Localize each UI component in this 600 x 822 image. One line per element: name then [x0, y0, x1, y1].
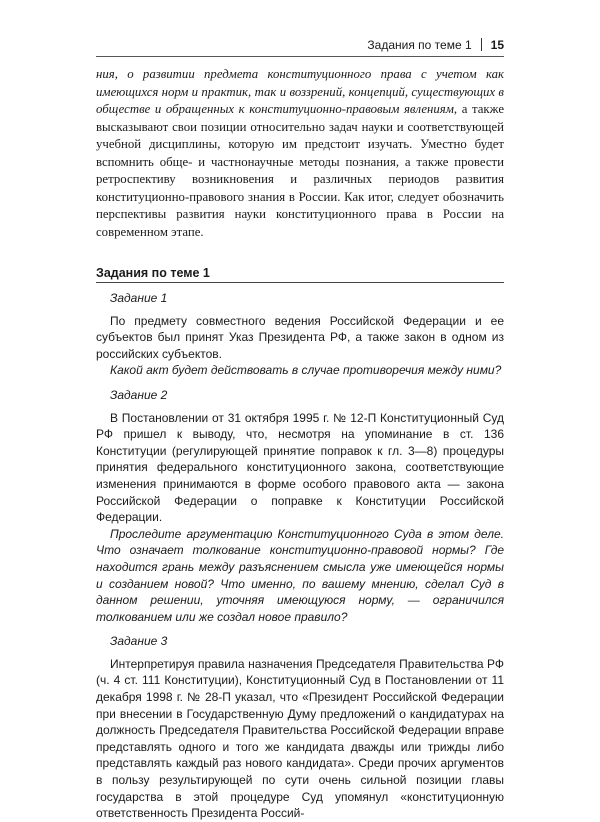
task-title: Задание 3 [110, 634, 168, 649]
task-3 [96, 633, 504, 822]
task-body: В Постановлении от 31 октября 1995 г. № 12-П Конституционный Суд РФ пришел к выводу, что, несмотря на упоминание в ст. 136 Конституции (регулирующей принятие поправок к гл. 3—8) процедуры принятия федерального конституционного закона, соответствующие изменения принимаются в форме особого правового акта — закона Российской Федерации о поправке к Конституции Российской Федерации. [96, 410, 504, 525]
page-number: 15 [490, 38, 504, 52]
intro-regular-text: , а также высказывают свои позиции относительно задач науки и соответствующей учебной дисциплины, которую им предстоит изучать. Уместно будет вспомнить обще- и частнонаучные методы познания, а также провести ретроспективу возникновения и различных периодов развития конституционно-правового знания в России. Как итог, следует обозначить перспективы развития науки конституционного права в России на современном этапе. [96, 102, 505, 239]
section-heading: Задания по теме 1 [96, 266, 504, 283]
running-head-separator [481, 38, 482, 51]
task-title: Задание 2 [110, 387, 168, 402]
task-body: По предмету совместного ведения Российской Федерации и ее субъектов был принят Указ Президента РФ, а также закон в одном из российских субъектов. [96, 313, 504, 361]
task-1 [96, 290, 504, 379]
task-2 [96, 387, 504, 625]
task-question: Какой акт будет действовать в случае противоречия между ними? [110, 363, 502, 378]
running-head [96, 38, 504, 57]
task-body: Интерпретируя правила назначения Председателя Правительства РФ (ч. 4 ст. 111 Конституции), Конституционный Суд в Постановлении от 11 декабря 1998 г. № 28-П указал, что «Президент Российской Федерации при внесении в Государственную Думу предложений о кандидатурах на должность Председателя Правительства Российской Федерации вправе представлять одного и того же кандидата дважды или трижды либо представлять каждый раз нового кандидата». Среди прочих аргументов в пользу результирующей по сути очень сильной позиции главы государства в этой процедуре Суд упомянул «конституционную ответственность Президента Россий- [96, 656, 504, 821]
running-head-title: Задания по теме 1 [367, 38, 472, 52]
task-title: Задание 1 [110, 291, 168, 305]
intro-paragraph [96, 66, 504, 241]
task-list [96, 290, 504, 822]
task-question: Проследите аргументацию Конституционного Суда в этом деле. Что означает толкование конституционно-правовой нормы? Где находится грань между разъяснением смысла уже имеющейся нормы и созданием новой? Что именно, по вашему мнению, сделал Суд в данном решении, уточняя имеющуюся норму, — ограничился толкованием или же создал новое правило? [96, 526, 504, 624]
intro-italic-text: ния, о развитии предмета конституционного права с учетом как имеющихся норм и практик, так и воззрений, концепций, существующих в обществе и обращенных к конституционно-правовым явлениям [96, 67, 504, 116]
